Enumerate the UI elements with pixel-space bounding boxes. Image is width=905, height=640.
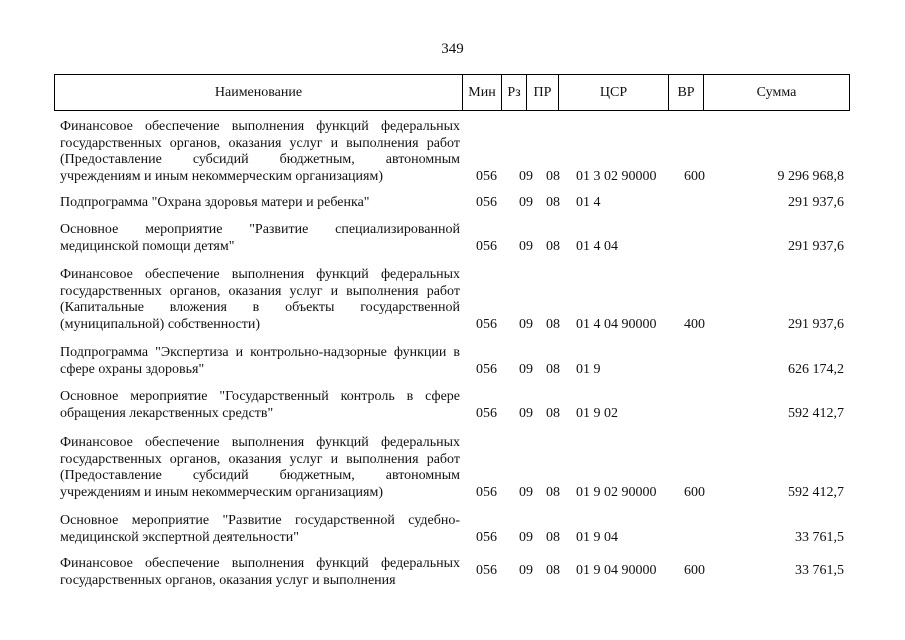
row-pr: 08 bbox=[546, 316, 560, 332]
header-min: Мин bbox=[462, 75, 501, 110]
row-sum: 592 412,7 bbox=[788, 484, 844, 500]
row-csr: 01 4 04 90000 bbox=[576, 316, 657, 332]
table-row bbox=[60, 194, 850, 211]
row-pr: 08 bbox=[546, 361, 560, 377]
row-sum: 33 761,5 bbox=[795, 563, 844, 578]
header-name: Наименование bbox=[214, 84, 303, 100]
row-pr: 08 bbox=[546, 405, 560, 421]
row-min: 056 bbox=[476, 194, 497, 210]
row-name: Основное мероприятие "Развитие государственной судебно-медицинской экспертной деятельности" bbox=[60, 513, 460, 545]
row-pr: 08 bbox=[546, 484, 560, 500]
header-pr: ПР bbox=[526, 75, 558, 110]
table-body bbox=[60, 117, 850, 590]
row-name: Финансовое обеспечение выполнения функций федеральных государственных органов, оказания услуг и выполнения работ (Предоставление субсидий бюджетным, автономным учреждениям и иным некоммерческим организациям) bbox=[60, 119, 460, 184]
table-row bbox=[60, 433, 850, 501]
row-min: 056 bbox=[476, 563, 497, 578]
row-sum: 9 296 968,8 bbox=[777, 168, 844, 184]
row-csr: 01 9 02 bbox=[576, 405, 618, 421]
row-csr: 01 9 04 bbox=[576, 529, 618, 545]
row-rz: 09 bbox=[519, 563, 533, 578]
table-row bbox=[60, 117, 850, 185]
row-min: 056 bbox=[476, 316, 497, 332]
table-row bbox=[60, 556, 850, 590]
header-rz: Рз bbox=[501, 75, 526, 110]
row-min: 056 bbox=[476, 238, 497, 254]
row-rz: 09 bbox=[519, 316, 533, 332]
row-rz: 09 bbox=[519, 529, 533, 545]
row-rz: 09 bbox=[519, 405, 533, 421]
row-rz: 09 bbox=[519, 484, 533, 500]
page-number: 349 bbox=[441, 41, 464, 57]
row-name: Финансовое обеспечение выполнения функций федеральных государственных органов, оказания услуг и выполнения bbox=[60, 556, 460, 588]
row-rz: 09 bbox=[519, 194, 533, 210]
table-row bbox=[60, 221, 850, 255]
table-row bbox=[60, 512, 850, 546]
row-csr: 01 9 02 90000 bbox=[576, 484, 657, 500]
row-vr: 600 bbox=[684, 168, 705, 184]
row-csr: 01 3 02 90000 bbox=[576, 168, 657, 184]
row-vr: 400 bbox=[684, 316, 705, 332]
header-vr: ВР bbox=[668, 75, 703, 110]
row-pr: 08 bbox=[546, 194, 560, 210]
row-min: 056 bbox=[476, 361, 497, 377]
row-name: Финансовое обеспечение выполнения функций федеральных государственных органов, оказания услуг и выполнения работ (Предоставление субсидий бюджетным, автономным учреждениям и иным некоммерческим организациям) bbox=[60, 435, 460, 500]
row-vr: 600 bbox=[684, 563, 705, 578]
row-rz: 09 bbox=[519, 361, 533, 377]
row-rz: 09 bbox=[519, 238, 533, 254]
row-min: 056 bbox=[476, 168, 497, 184]
row-csr: 01 4 04 bbox=[576, 238, 618, 254]
row-name: Подпрограмма "Экспертиза и контрольно-надзорные функции в сфере охраны здоровья" bbox=[60, 345, 460, 377]
row-min: 056 bbox=[476, 529, 497, 545]
row-sum: 291 937,6 bbox=[788, 238, 844, 254]
row-name: Финансовое обеспечение выполнения функций федеральных государственных органов, оказания услуг и выполнения работ (Капитальные вложения в объекты государственной (муниципальной) собственности) bbox=[60, 267, 460, 332]
row-pr: 08 bbox=[546, 563, 560, 578]
row-sum: 291 937,6 bbox=[788, 316, 844, 332]
row-csr: 01 4 bbox=[576, 194, 601, 210]
row-min: 056 bbox=[476, 484, 497, 500]
row-sum: 33 761,5 bbox=[795, 529, 844, 545]
row-sum: 291 937,6 bbox=[788, 194, 844, 210]
row-min: 056 bbox=[476, 405, 497, 421]
header-csr: ЦСР bbox=[558, 75, 668, 110]
row-name: Подпрограмма "Охрана здоровья матери и ребенка" bbox=[60, 194, 370, 210]
row-name: Основное мероприятие "Государственный контроль в сфере обращения лекарственных средств" bbox=[60, 389, 460, 421]
row-name: Основное мероприятие "Развитие специализированной медицинской помощи детям" bbox=[60, 222, 460, 254]
row-csr: 01 9 bbox=[576, 361, 601, 377]
row-pr: 08 bbox=[546, 529, 560, 545]
row-csr: 01 9 04 90000 bbox=[576, 563, 657, 578]
table-header bbox=[54, 74, 850, 111]
table-row bbox=[60, 388, 850, 422]
row-pr: 08 bbox=[546, 238, 560, 254]
row-vr: 600 bbox=[684, 484, 705, 500]
header-sum: Сумма bbox=[703, 75, 849, 110]
row-rz: 09 bbox=[519, 168, 533, 184]
row-sum: 626 174,2 bbox=[788, 361, 844, 377]
table-row bbox=[60, 344, 850, 378]
row-pr: 08 bbox=[546, 168, 560, 184]
table-row bbox=[60, 265, 850, 333]
row-sum: 592 412,7 bbox=[788, 405, 844, 421]
